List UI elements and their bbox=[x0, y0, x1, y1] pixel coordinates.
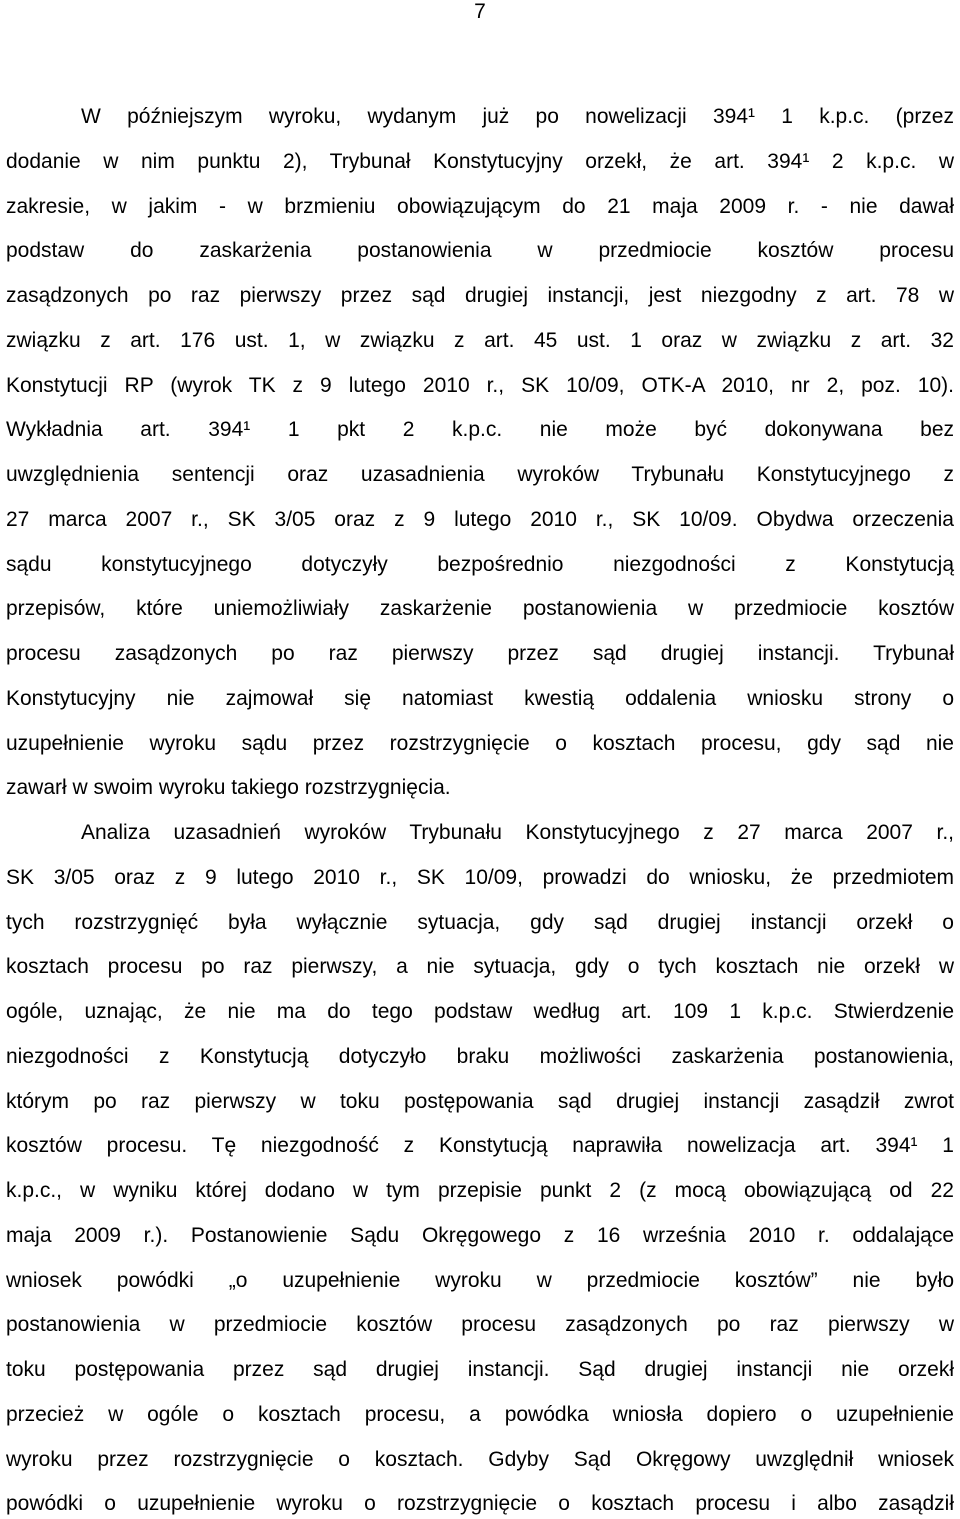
text-line: procesu zasądzonych po raz pierwszy przez sąd drugiej instancji. Trybunał bbox=[6, 642, 954, 665]
text-line: uwzględnienia sentencji oraz uzasadnienia wyroków Trybunału Konstytucyjnego z bbox=[6, 463, 954, 486]
text-line: zakresie, w jakim - w brzmieniu obowiązującym do 21 maja 2009 r. - nie dawał bbox=[6, 194, 954, 218]
text-line: postanowienia w przedmiocie kosztów procesu zasądzonych po raz pierwszy w bbox=[6, 1313, 954, 1337]
text-line: sądu konstytucyjnego dotyczyły bezpośrednio niezgodności z Konstytucją bbox=[6, 552, 954, 576]
text-line: zawarł w swoim wyroku takiego rozstrzygnięcia. bbox=[6, 776, 451, 800]
text-line: Wykładnia art. 394¹ 1 pkt 2 k.p.c. nie może być dokonywana bez bbox=[6, 418, 954, 442]
text-line: przepisów, które uniemożliwiały zaskarżenie postanowienia w przedmiocie kosztów bbox=[6, 597, 954, 621]
text-line: Analiza uzasadnień wyroków Trybunału Konstytucyjnego z 27 marca 2007 r., bbox=[81, 821, 954, 844]
text-line: kosztów procesu. Tę niezgodność z Konstytucją naprawiła nowelizacja art. 394¹ 1 bbox=[6, 1134, 954, 1158]
text-line: SK 3/05 oraz z 9 lutego 2010 r., SK 10/09, prowadzi do wniosku, że przedmiotem bbox=[6, 865, 954, 889]
text-line: tych rozstrzygnięć była wyłącznie sytuacja, gdy sąd drugiej instancji orzekł o bbox=[6, 910, 954, 934]
text-line: zasądzonych po raz pierwszy przez sąd drugiej instancji, jest niezgodny z art. 78 w bbox=[6, 284, 954, 307]
text-line: k.p.c., w wyniku której dodano w tym przepisie punkt 2 (z mocą obowiązującą od 22 bbox=[6, 1179, 954, 1202]
text-line: powódki o uzupełnienie wyroku o rozstrzygnięcie o kosztach procesu i albo zasądził bbox=[6, 1492, 954, 1516]
text-line: przecież w ogóle o kosztach procesu, a powódka wniosła dopiero o uzupełnienie bbox=[6, 1402, 954, 1426]
text-line: 27 marca 2007 r., SK 3/05 oraz z 9 lutego 2010 r., SK 10/09. Obydwa orzeczenia bbox=[6, 507, 954, 531]
text-line: uzupełnienie wyroku sądu przez rozstrzygnięcie o kosztach procesu, gdy sąd nie bbox=[6, 731, 954, 755]
text-line: dodanie w nim punktu 2), Trybunał Konstytucyjny orzekł, że art. 394¹ 2 k.p.c. w bbox=[6, 149, 954, 173]
text-line: związku z art. 176 ust. 1, w związku z art. 45 ust. 1 oraz w związku z art. 32 bbox=[6, 328, 954, 352]
text-line: podstaw do zaskarżenia postanowienia w przedmiocie kosztów procesu bbox=[6, 239, 954, 263]
text-line: toku postępowania przez sąd drugiej instancji. Sąd drugiej instancji nie orzekł bbox=[6, 1358, 954, 1381]
text-line: W późniejszym wyroku, wydanym już po nowelizacji 394¹ 1 k.p.c. (przez bbox=[81, 105, 954, 128]
text-line: Konstytucyjny nie zajmował się natomiast kwestią oddalenia wniosku strony o bbox=[6, 686, 954, 710]
text-line: ogóle, uznając, że nie ma do tego podstaw według art. 109 1 k.p.c. Stwierdzenie bbox=[6, 1000, 954, 1023]
text-line: kosztach procesu po raz pierwszy, a nie sytuacja, gdy o tych kosztach nie orzekł w bbox=[6, 955, 954, 979]
text-line: maja 2009 r.). Postanowienie Sądu Okręgowego z 16 września 2010 r. oddalające bbox=[6, 1223, 954, 1247]
text-line: którym po raz pierwszy w toku postępowania sąd drugiej instancji zasądził zwrot bbox=[6, 1089, 954, 1113]
text-line: wniosek powódki „o uzupełnienie wyroku w przedmiocie kosztów” nie było bbox=[6, 1268, 954, 1292]
text-line: wyroku przez rozstrzygnięcie o kosztach. Gdyby Sąd Okręgowy uwzględnił wniosek bbox=[6, 1447, 954, 1471]
text-line: Konstytucji RP (wyrok TK z 9 lutego 2010 r., SK 10/09, OTK-A 2010, nr 2, poz. 10). bbox=[6, 373, 954, 397]
text-line: niezgodności z Konstytucją dotyczyło braku możliwości zaskarżenia postanowienia, bbox=[6, 1044, 954, 1068]
page-number: 7 bbox=[474, 0, 486, 23]
